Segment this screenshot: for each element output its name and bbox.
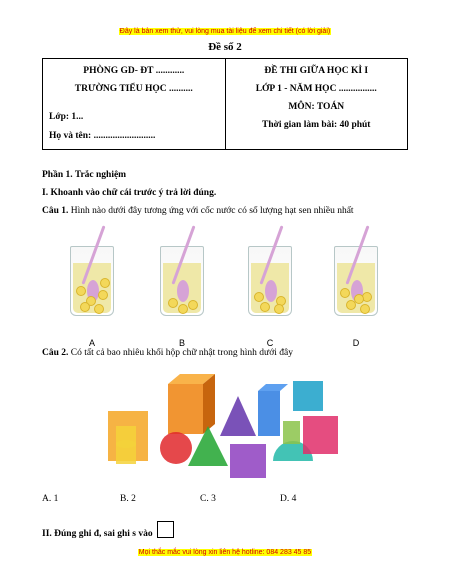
hotline-banner: Mọi thắc mắc vui lòng xin liên hệ hotline: 084 283 45 85 (138, 549, 312, 556)
cup-c (248, 246, 292, 348)
answer-d: D. 4 (280, 494, 297, 504)
q1-text: Hình nào dưới đây tương ứng với cốc nước có số lượng hạt sen nhiều nhất (70, 206, 354, 216)
section1-title: I. Khoanh vào chữ cái trước ý trả lời đúng. (42, 188, 217, 198)
q2-text: Có tất cả bao nhiêu khối hộp chữ nhật trong hình dưới đây (70, 348, 293, 358)
cup-label-a: A (88, 338, 95, 348)
section2-text: II. Đúng ghi đ, sai ghi s vào (42, 529, 153, 539)
exam-title: ĐỀ THI GIỮA HỌC KÌ I (264, 66, 369, 76)
section2-title (42, 521, 174, 539)
exam-duration: Thời gian làm bài: 40 phút (262, 120, 371, 130)
student-name-field: Họ và tên: .......................... (49, 131, 156, 141)
class-field: Lớp: 1... (49, 112, 84, 122)
q2-label: Câu 2. (42, 348, 69, 358)
cup-label-b: B (178, 338, 185, 348)
cup-b (160, 246, 204, 348)
cup-label-d: D (352, 338, 360, 348)
header-left-cell (43, 59, 226, 150)
preview-banner: Đây là bản xem thử, vui lòng mua tài liệu để xem chi tiết (có lời giải) (119, 28, 331, 35)
question-1 (42, 206, 354, 216)
cup-label-c: C (266, 338, 274, 348)
cup-d (334, 246, 378, 348)
answer-box[interactable] (157, 521, 174, 538)
doc-title: Đề số 2 (208, 41, 242, 53)
answer-b: B. 2 (120, 494, 136, 504)
3d-shapes-image (108, 366, 343, 486)
cups-figure (70, 228, 390, 348)
school-name: TRƯỜNG TIỂU HỌC .......... (74, 84, 193, 94)
exam-year: LỚP 1 - NĂM HỌC ................ (255, 84, 377, 94)
exam-header-table (42, 58, 408, 150)
cup-a (70, 246, 114, 348)
part1-title: Phần 1. Trắc nghiệm (42, 170, 127, 180)
header-right-cell (225, 59, 408, 150)
answer-c: C. 3 (200, 494, 216, 504)
question-2 (42, 348, 293, 358)
answer-a: A. 1 (42, 494, 59, 504)
exam-subject: MÔN: TOÁN (288, 102, 345, 112)
school-department: PHÒNG GD- ĐT ............ (83, 66, 185, 76)
q1-label: Câu 1. (42, 206, 69, 216)
